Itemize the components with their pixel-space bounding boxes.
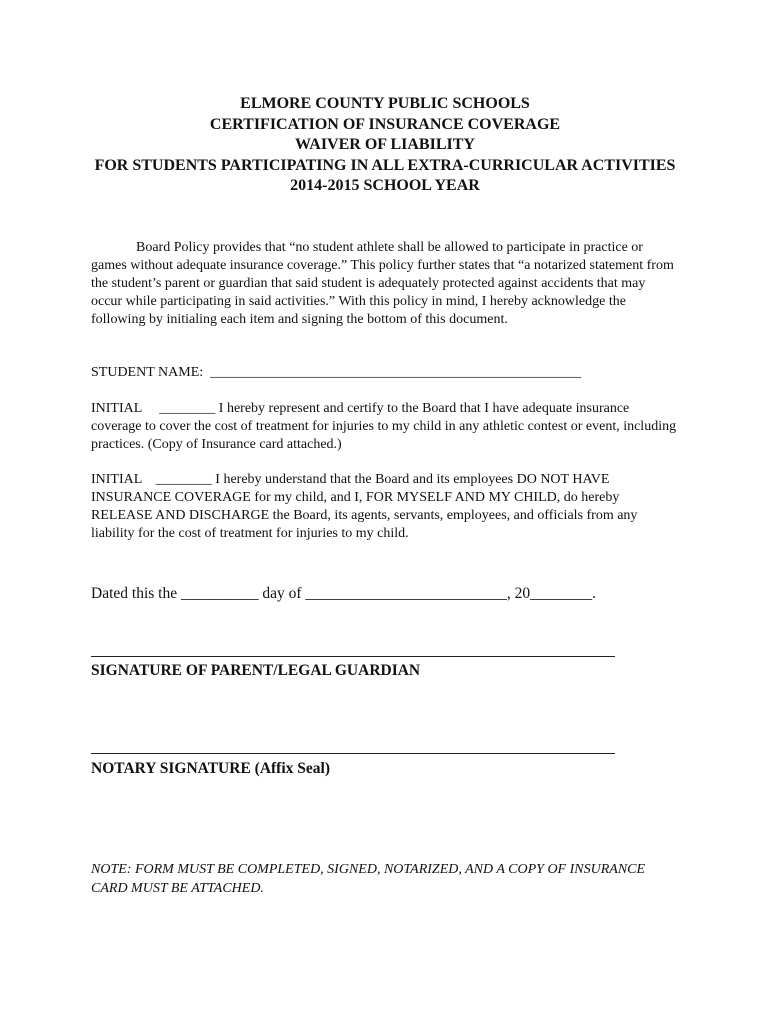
intro-paragraph: Board Policy provides that “no student athlete shall be allowed to participate in practice or games without adequate insurance coverage.” This policy further states that “a notarized statement from the student’s parent or guardian that said student is adequately protected against accidents that may occur while participating in said activities.” With this policy in mind, I hereby acknowledge the following by initialing each item and signing the bottom of this document. bbox=[91, 240, 674, 327]
dated-prefix: Dated this the bbox=[91, 585, 178, 602]
initial-1-text: I hereby represent and certify to the Board that I have adequate insurance coverage to cover the cost of treatment for injuries to my child in any athletic contest or event, including practices. (Copy of Insurance card attached.) bbox=[91, 401, 677, 452]
initial-2-text: I hereby understand that the Board and its employees DO NOT HAVE INSURANCE COVERAGE for my child, and I, FOR MYSELF AND MY CHILD, do hereby RELEASE AND DISCHARGE the Board, its agents, servants, employees, and officials from any liability for the cost of treatment for injuries to my child. bbox=[91, 472, 638, 541]
initial-2-label: INITIAL bbox=[91, 472, 142, 487]
dated-year-field[interactable]: ________ bbox=[530, 585, 593, 602]
initial-2-field[interactable]: ________ bbox=[155, 472, 212, 487]
form-note: NOTE: FORM MUST BE COMPLETED, SIGNED, NOTARIZED, AND A COPY OF INSURANCE CARD MUST BE ATTACHED. bbox=[91, 862, 646, 896]
dated-mid: day of bbox=[262, 585, 302, 602]
student-name-row bbox=[91, 364, 679, 382]
header-certification: CERTIFICATION OF INSURANCE COVERAGE bbox=[209, 115, 561, 133]
dated-day-field[interactable]: __________ bbox=[180, 585, 259, 602]
parent-signature-line[interactable] bbox=[91, 656, 615, 657]
header-district: ELMORE COUNTY PUBLIC SCHOOLS bbox=[240, 95, 530, 112]
header-waiver: WAIVER OF LIABILITY bbox=[295, 136, 475, 154]
initial-1-label: INITIAL bbox=[91, 401, 142, 416]
dated-suffix: . bbox=[592, 585, 597, 602]
dated-month-field[interactable]: __________________________ bbox=[305, 585, 507, 602]
header-school-year: 2014-2015 SCHOOL YEAR bbox=[290, 177, 480, 195]
document-header bbox=[80, 94, 690, 197]
header-students: FOR STUDENTS PARTICIPATING IN ALL EXTRA-CURRICULAR ACTIVITIES bbox=[94, 156, 676, 174]
notary-signature-label: NOTARY SIGNATURE (Affix Seal) bbox=[91, 760, 330, 777]
initial-item-1 bbox=[91, 400, 679, 454]
student-name-label: STUDENT NAME: bbox=[91, 365, 204, 380]
parent-signature-label: SIGNATURE OF PARENT/LEGAL GUARDIAN bbox=[91, 662, 421, 679]
notary-signature-line[interactable] bbox=[91, 753, 615, 754]
student-name-field[interactable]: _____________________________________________________ bbox=[210, 365, 582, 380]
dated-row bbox=[91, 584, 679, 604]
initial-1-field[interactable]: ________ bbox=[159, 401, 216, 416]
dated-year-prefix: , 20 bbox=[506, 585, 531, 602]
initial-item-2 bbox=[91, 471, 679, 543]
